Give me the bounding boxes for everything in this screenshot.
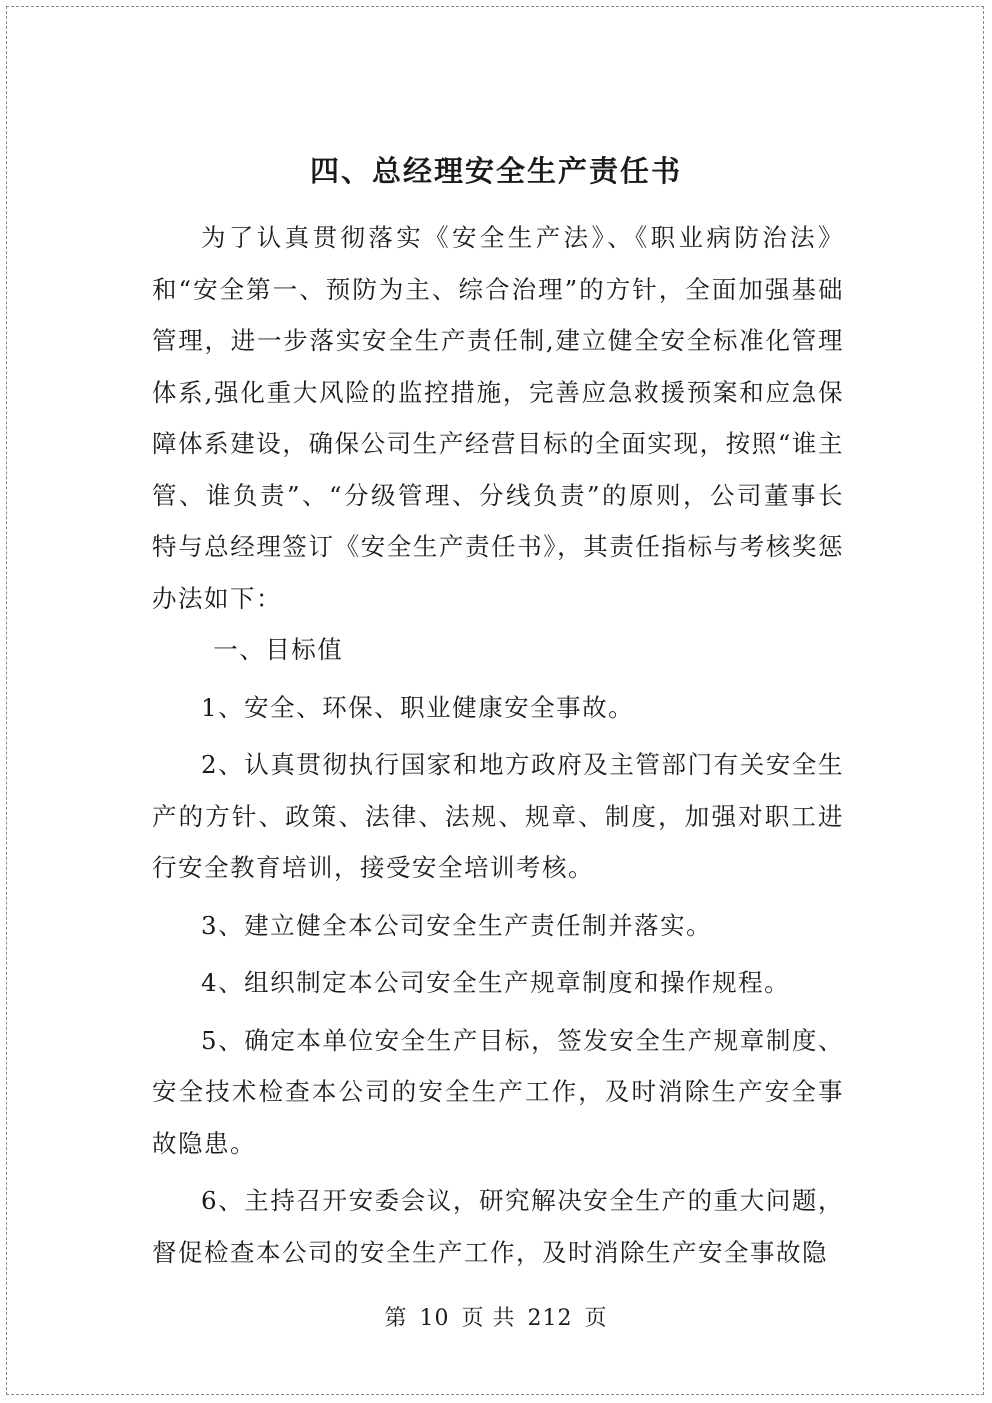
document-title: 四、总经理安全生产责任书 [309,154,682,189]
list-item: 1、安全、环保、职业健康安全事故。 [201,692,635,722]
total-pages-number: 212 [527,1306,573,1331]
page-number-footer [0,1303,992,1335]
footer-suffix: 页 [584,1306,608,1331]
list-item: 6、主持召开安委会议，研究解决安全生产的重大问题，督促检查本公司的安全生产工作，及时消除生产安全事故隐 [152,1186,844,1267]
list-item: 5、确定本单位安全生产目标，签发安全生产规章制度、安全技术检查本公司的安全生产工作，及时消除生产安全事故隐患。 [152,1025,844,1158]
section-heading: 一、目标值 [213,635,344,664]
list-item: 4、组织制定本公司安全生产规章制度和操作规程。 [201,968,791,997]
list-item: 3、建立健全本公司安全生产责任制并落实。 [201,910,713,940]
list-item: 2、认真贯彻执行国家和地方政府及主管部门有关安全生产的方针、政策、法律、法规、规章、制度，加强对职工进行安全教育培训，接受安全培训考核。 [152,750,844,882]
footer-prefix: 第 [384,1306,408,1331]
current-page-number: 10 [419,1306,450,1331]
footer-middle: 页 共 [461,1306,516,1331]
intro-paragraph: 为了认真贯彻落实《安全生产法》、《职业病防治法》和“安全第一、预防为主、综合治理”的方针，全面加强基础管理，进一步落实安全生产责任制,建立健全安全标准化管理体系,强化重大风险的监控措施，完善应急救援预案和应急保障体系建设，确保公司生产经营目标的全面实现，按照“谁主管、谁负责”、“分级管理、分线负责”的原则，公司董事长特与总经理签订《安全生产责任书》，其责任指标与考核奖惩办法如下： [152,223,844,613]
document-body [152,212,844,1278]
